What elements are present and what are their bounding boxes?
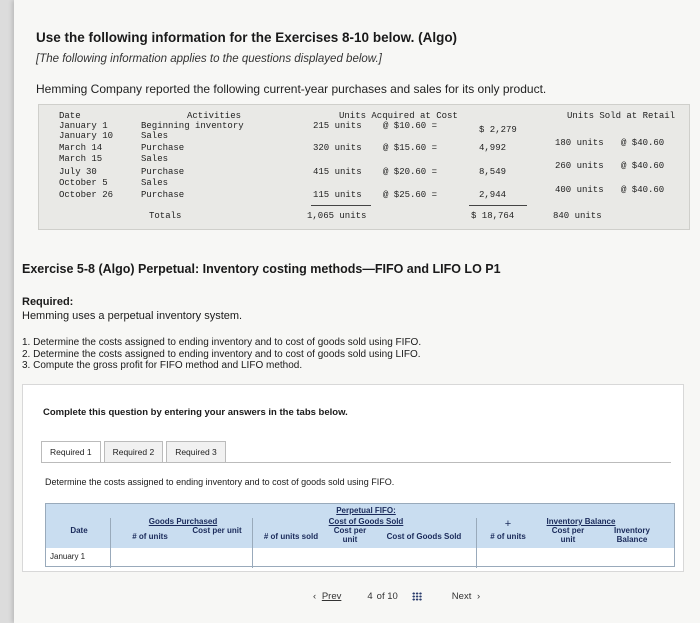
row-date: October 5	[59, 178, 108, 188]
row-acquired-units: 215 units	[313, 121, 362, 131]
col-date: Date	[70, 526, 88, 535]
add-row-icon[interactable]: +	[504, 518, 512, 530]
row-acquired-cost: @ $10.60 =	[383, 121, 438, 131]
grid-icon[interactable]	[412, 592, 422, 601]
fifo-worksheet	[45, 503, 675, 567]
required-item: 2. Determine the costs assigned to ending inventory and to cost of goods sold using LIFO.	[22, 348, 421, 360]
question-instruction: Complete this question by entering your answers in the tabs below.	[43, 407, 348, 418]
next-label: Next	[451, 591, 472, 602]
page	[14, 0, 700, 623]
row-acquired-cost: @ $25.60 =	[383, 190, 438, 200]
row-activity: Purchase	[141, 190, 185, 200]
tab-required-2[interactable]: Required 2	[104, 441, 164, 463]
divider	[476, 518, 477, 568]
col-header-units-sold: Units Sold at Retail	[567, 111, 676, 121]
inventory-balance-title: Inventory Balance	[546, 517, 616, 526]
required-item: 3. Compute the gross profit for FIFO method and LIFO method.	[22, 360, 303, 371]
row-sold-units: 260 units	[555, 161, 604, 171]
required-text: Hemming uses a perpetual inventory system.	[22, 310, 243, 322]
row-date: January 1	[59, 121, 108, 131]
divider	[110, 518, 111, 568]
required-list	[22, 337, 421, 372]
row-sold-units: 400 units	[555, 185, 604, 195]
divider	[469, 205, 527, 206]
row-activity: Sales	[141, 178, 169, 188]
row-date: January 10	[59, 131, 114, 141]
pagination	[313, 591, 480, 602]
row-acquired-cost: @ $15.60 =	[383, 143, 438, 153]
worksheet-title: Perpetual FIFO:	[336, 506, 396, 515]
row-date: March 15	[59, 154, 103, 164]
chevron-left-icon: ‹	[313, 591, 317, 602]
col-cost-per-unit-sold: Cost per unit	[333, 526, 367, 544]
row-date: March 14	[59, 143, 103, 153]
required-item: 1. Determine the costs assigned to ending inventory and to cost of goods sold using FIFO.	[22, 337, 422, 348]
chevron-right-icon: ›	[476, 591, 481, 602]
col-header-units-acquired: Units Acquired at Cost	[339, 111, 458, 121]
row-activity: Purchase	[141, 143, 185, 153]
divider	[41, 462, 671, 463]
required-label: Required:	[22, 296, 74, 308]
info-table	[38, 104, 690, 230]
col-header-date: Date	[59, 111, 81, 121]
row-acquired-total: 4,992	[479, 143, 507, 153]
question-prompt: Determine the costs assigned to ending inventory and to cost of goods sold using FIFO.	[45, 477, 395, 487]
totals-label: Totals	[149, 211, 182, 221]
row-sold-price: @ $40.60	[621, 138, 665, 148]
col-units-balance: # of units	[490, 532, 526, 541]
row-acquired-units: 415 units	[313, 167, 362, 177]
prev-button[interactable]	[313, 591, 341, 602]
row-date: July 30	[59, 167, 97, 177]
row-sold-units: 180 units	[555, 138, 604, 148]
totals-units: 1,065 units	[307, 211, 367, 221]
totals-cost: $ 18,764	[471, 211, 515, 221]
col-cost-of-goods-sold: Cost of Goods Sold	[386, 532, 462, 541]
row-sold-price: @ $40.60	[621, 161, 665, 171]
page-subtitle: [The following information applies to the questions displayed below.]	[36, 53, 382, 65]
page-title: Use the following information for the Exercises 8-10 below. (Algo)	[36, 30, 458, 45]
row-acquired-total: 2,944	[479, 190, 507, 200]
row-activity: Sales	[141, 131, 169, 141]
divider	[252, 518, 253, 568]
row-date: October 26	[59, 190, 114, 200]
next-button[interactable]	[452, 591, 480, 602]
cogs-section-title: Cost of Goods Sold	[328, 517, 404, 526]
prev-label: Prev	[321, 591, 342, 602]
row-acquired-units: 320 units	[313, 143, 362, 153]
exercise-title: Exercise 5-8 (Algo) Perpetual: Inventory costing methods—FIFO and LIFO LO P1	[22, 262, 501, 276]
col-units: # of units	[132, 532, 168, 541]
row-date-cell: January 1	[50, 552, 86, 561]
question-panel	[22, 384, 684, 602]
page-total: of 10	[376, 591, 398, 602]
row-activity: Beginning inventory	[141, 121, 244, 131]
tab-required-3[interactable]: Required 3	[166, 441, 226, 463]
row-acquired-total: $ 2,279	[479, 125, 517, 135]
page-number: 4	[367, 591, 373, 602]
tab-required-1[interactable]: Required 1	[41, 441, 101, 463]
col-inventory-balance: Inventory Balance	[613, 526, 650, 544]
row-activity: Purchase	[141, 167, 185, 177]
row-sold-price: @ $40.60	[621, 185, 665, 195]
row-acquired-units: 115 units	[313, 190, 362, 200]
divider	[311, 205, 371, 206]
totals-sold: 840 units	[553, 211, 602, 221]
col-header-activities: Activities	[187, 111, 242, 121]
col-units-sold: # of units sold	[263, 532, 319, 541]
row-acquired-cost: @ $20.60 =	[383, 167, 438, 177]
tab-bar	[41, 441, 229, 463]
col-cost-per-unit: Cost per unit	[192, 526, 242, 535]
row-acquired-total: 8,549	[479, 167, 507, 177]
goods-purchased-title: Goods Purchased	[148, 517, 218, 526]
row-activity: Sales	[141, 154, 169, 164]
col-cost-per-unit-balance: Cost per unit	[551, 526, 585, 544]
intro-text: Hemming Company reported the following current-year purchases and sales for its only product.	[36, 82, 547, 96]
